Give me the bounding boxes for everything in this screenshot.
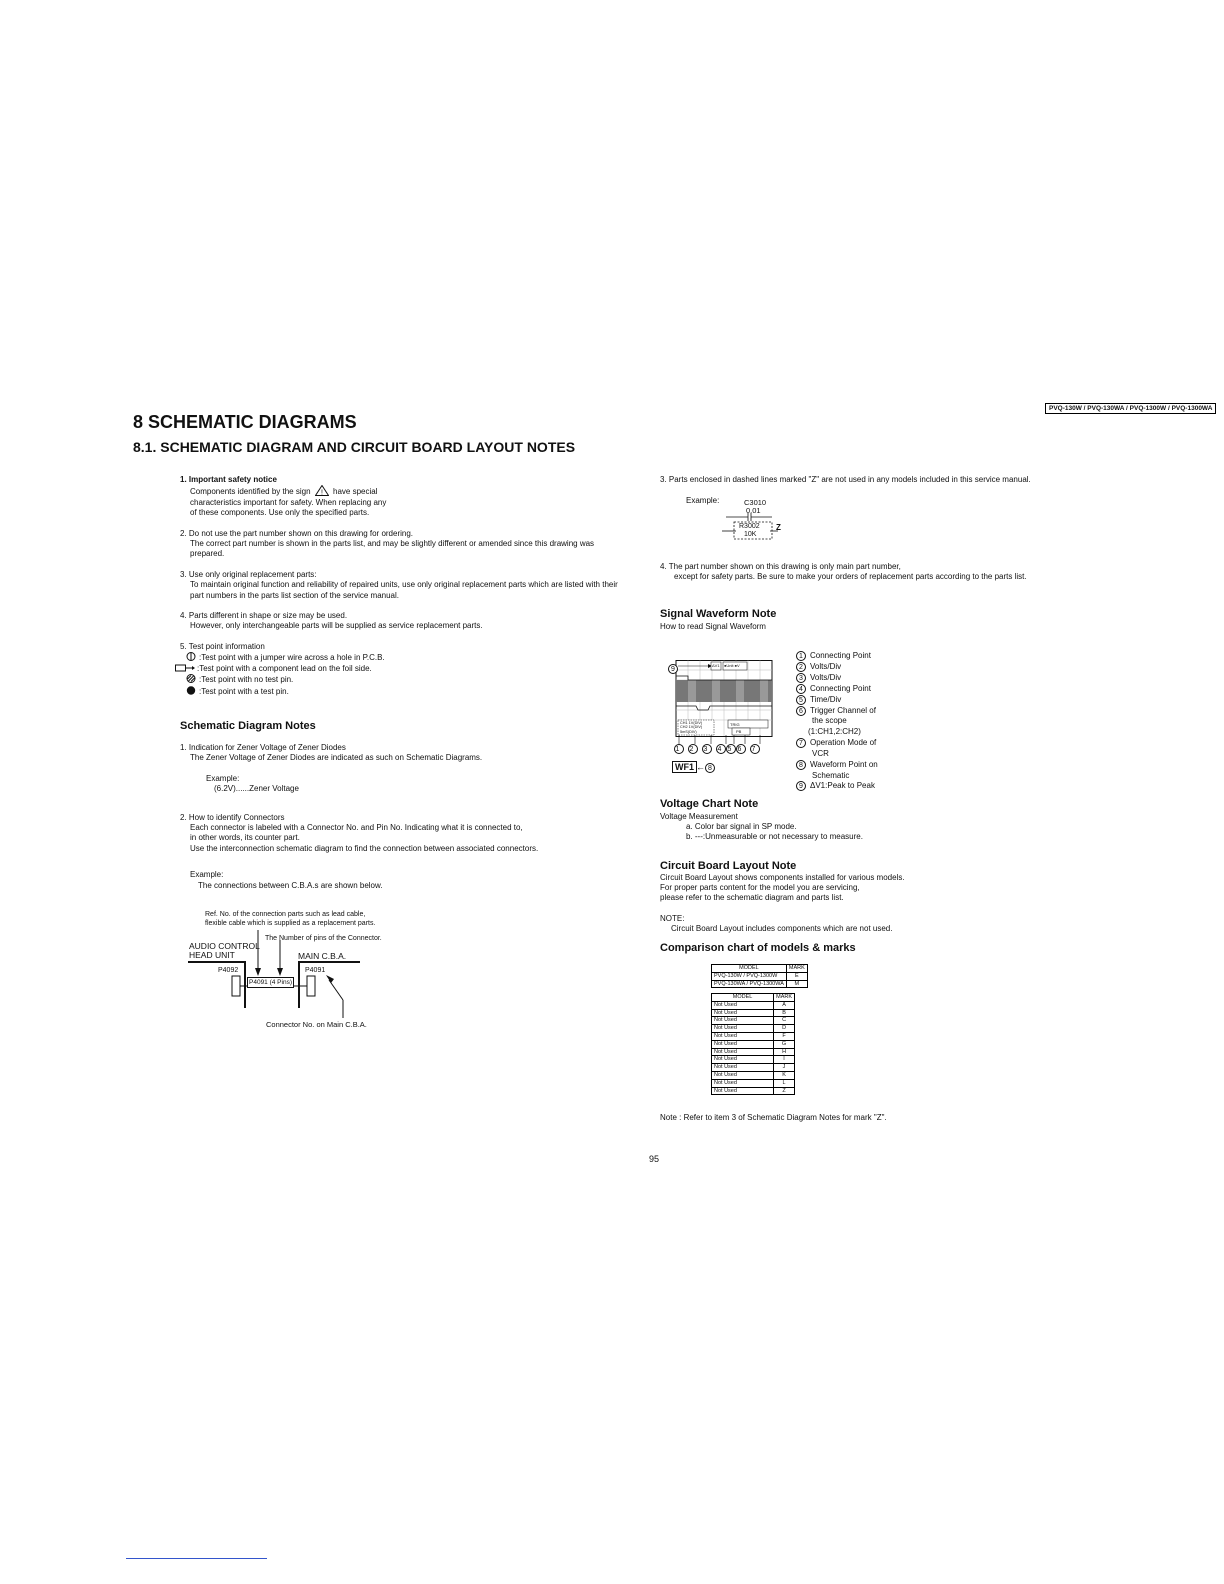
legend-text: Volts/Div [810,662,842,672]
wf-ch1-value: 1V(DIV) [688,721,703,725]
table-row [712,972,808,980]
circuit-board-line: please refer to the schematic diagram and parts list. [660,893,844,902]
circuit-board-heading: Circuit Board Layout Note [660,860,797,872]
table-header: MODEL [712,965,787,973]
mark-cell: M [786,980,807,988]
wf-ch2-value: 1V(DIV) [688,725,703,730]
model-cell: PVQ-130WA / PVQ-1300WA [712,980,787,988]
legend-text: VCR [812,748,829,758]
part-number-note-line: except for safety parts. Be sure to make your orders of replacement parts according to the parts list. [674,572,1027,581]
jumper-test-point-icon [186,652,196,661]
legend-item [796,651,878,662]
table-row [712,1064,795,1072]
legend-item [796,684,878,695]
test-point-row [180,652,618,663]
wf-dv-label: ΔV1 [712,663,720,668]
callout-9-icon: 9 [668,664,678,674]
connector-note-line: Use the interconnection schematic diagram to find the connection between associated connectors. [190,843,539,853]
connector-p4092-label: P4092 [218,967,239,974]
unused-mark-table [711,993,795,1095]
note-item-3: 3. Use only original replacement parts: [180,569,317,579]
connector-note-line: in other words, its counter part. [190,833,300,843]
main-cba-label: MAIN C.B.A. [298,951,347,961]
mark-cell: K [774,1071,795,1079]
waveform-scope-screen [668,660,786,776]
legend-item [796,781,878,792]
capacitor-value: 0.01 [746,506,761,515]
table-row [712,980,808,988]
mark-cell: G [774,1040,795,1048]
note-label: NOTE: [660,914,685,923]
safety-notice-line: of these components. Use only the specified parts. [190,508,370,518]
mark-cell: Z [774,1087,795,1095]
svg-text:!: ! [320,489,323,497]
resistor-value: 10K [744,531,757,538]
ref-no-label-1: Ref. No. of the connection parts such as lead cable, [205,911,366,918]
wf-callout-row [674,744,764,755]
connector-example-value: The connections between C.B.A.s are shown below. [198,880,383,890]
mark-cell: D [774,1025,795,1033]
cable-p4091-label: P4091 (4 Pins) [249,979,292,986]
table-header: MODEL [712,994,774,1002]
callout-1-icon: 1 [675,746,683,753]
legend-item [796,738,878,749]
safety-notice-text-b: have special [333,487,378,497]
model-cell: Not Used [712,1009,774,1017]
test-point-text: :Test point with a test pin. [199,686,289,696]
table-header: MARK [786,965,807,973]
note-text: Circuit Board Layout includes components which are not used. [671,924,893,933]
capacitor-ref: C3010 [744,498,767,507]
connector-diagram [188,908,418,1033]
legend-text: Operation Mode of [810,738,877,748]
legend-item-cont [796,716,878,727]
legend-text: Connecting Point [810,651,871,661]
zener-example-value: (6.2V)......Zener Voltage [214,784,299,794]
head-unit-label: HEAD UNIT [189,950,235,960]
circuit-board-line: Circuit Board Layout shows components installed for various models. [660,873,905,882]
mark-cell: E [786,972,807,980]
legend-item [796,673,878,684]
model-cell: Not Used [712,1064,774,1072]
warning-triangle-icon [315,485,329,496]
test-point-row [180,674,618,685]
note-item-4-line: However, only interchangeable parts will be supplied as service replacement parts. [190,621,483,631]
z-mark: Z [776,523,781,532]
test-point-row [175,664,618,674]
mark-cell: I [774,1056,795,1064]
callout-4-icon: 4 [717,746,725,753]
waveform-illustration [668,660,786,776]
table-row [712,1009,795,1017]
test-point-text: :Test point with no test pin. [199,675,294,685]
note-item-2-line: The correct part number is shown in the parts list, and may be slightly different or amended since this drawing was [190,539,595,549]
comparison-chart-heading: Comparison chart of models & marks [660,942,856,954]
legend-number-icon: 5 [796,695,806,705]
note-item-5: 5. Test point information [180,641,265,651]
model-cell: Not Used [712,1071,774,1079]
page-number: 95 [649,1154,660,1164]
callout-5-icon: 5 [727,746,735,753]
legend-item-cont [796,771,878,782]
no-pin-test-point-icon [186,674,196,683]
legend-number-icon: 3 [796,673,806,683]
callout-2-icon: 2 [689,746,697,753]
legend-number-icon: 1 [796,651,806,661]
legend-text: the scope [812,716,847,726]
wf-ch2: CH2 [680,725,688,730]
legend-text: Time/Div [810,694,842,704]
pin-count-label: The Number of pins of the Connector. [265,935,382,942]
mark-cell: B [774,1009,795,1017]
zener-example-label: Example: [206,773,240,783]
safety-notice-title: 1. Important safety notice [180,475,277,484]
mark-cell: F [774,1032,795,1040]
connector-example-label: Example: [190,870,224,880]
model-cell: Not Used [712,1048,774,1056]
table-row [712,1048,795,1056]
legend-item [796,662,878,673]
test-pin-icon [186,686,196,695]
wf-time: 5mS(DIV) [680,729,697,734]
wf-trigger: TRIG [730,722,740,727]
table-row [712,1087,795,1095]
signal-waveform-heading: Signal Waveform Note [660,608,777,620]
left-column [180,475,618,697]
table-row [712,1017,795,1025]
table-row [712,1071,795,1079]
dashed-z-note: 3. Parts enclosed in dashed lines marked "Z" are not used in any models included in this service manual. [660,475,1031,484]
legend-text: ΔV1:Peak to Peak [810,781,875,791]
audio-control-label: AUDIO CONTROL [189,941,260,951]
table-row [712,1040,795,1048]
table-row [712,1001,795,1009]
callout-3-icon: 3 [703,746,711,753]
model-cell: Not Used [712,1017,774,1025]
legend-number-icon: 8 [796,760,806,770]
resistor-ref: R3002 [739,523,760,530]
connector-note-title: 2. How to identify Connectors [180,812,285,822]
legend-text: Schematic [812,770,850,780]
note-item-3-line: part numbers in the parts list section of the service manual. [190,590,399,600]
wf-dv-value: ●Unit:●V [724,663,740,668]
model-cell: Not Used [712,1040,774,1048]
legend-text: Connecting Point [810,683,871,693]
model-cell: Not Used [712,1025,774,1033]
voltage-measurement-label: Voltage Measurement [660,812,738,821]
connector-p4091-label: P4091 [305,967,326,974]
model-cell: Not Used [712,1056,774,1064]
note-item-3-line: To maintain original function and reliability of repaired units, use only original replacement parts which are listed with their [190,580,618,590]
circuit-board-line: For proper parts content for the model you are servicing, [660,883,860,892]
schematic-notes-heading: Schematic Diagram Notes [180,720,316,732]
zener-note-line: The Zener Voltage of Zener Diodes are indicated as such on Schematic Diagrams. [190,753,483,763]
table-row [712,1056,795,1064]
safety-notice-line [180,485,618,497]
legend-number-icon: 4 [796,684,806,694]
legend-number-icon: 9 [796,781,806,791]
mark-cell: L [774,1079,795,1087]
note-item-2: 2. Do not use the part number shown on this drawing for ordering. [180,528,414,538]
wf1-arrow-callout: ← 8 [696,761,719,773]
note-item-2-line: prepared. [190,549,225,559]
model-list-box: PVQ-130W / PVQ-130WA / PVQ-1300W / PVQ-1300WA [1045,403,1216,414]
footer-rule [126,1558,267,1559]
table-header: MARK [774,994,795,1002]
voltage-note-b: b. ---:Unmeasurable or not necessary to measure. [686,832,863,841]
legend-number-icon: 2 [796,662,806,672]
connector-number-label: Connector No. on Main C.B.A. [266,1020,367,1029]
model-cell: PVQ-130W / PVQ-1300W [712,972,787,980]
model-cell: Not Used [712,1087,774,1095]
z-mark-footnote: Note : Refer to item 3 of Schematic Diagram Notes for mark "Z". [660,1113,887,1122]
model-cell: Not Used [712,1032,774,1040]
lead-test-point-icon [175,664,195,672]
legend-item [796,706,878,717]
ref-no-label-2: flexible cable which is supplied as a replacement parts. [205,920,376,927]
mark-cell: A [774,1001,795,1009]
legend-item [796,760,878,771]
chapter-title: 8 SCHEMATIC DIAGRAMS [133,412,357,432]
wf-channel-box [680,721,702,734]
test-point-text: :Test point with a jumper wire across a hole in P.C.B. [199,653,385,663]
mark-cell: C [774,1017,795,1025]
legend-item [796,695,878,706]
legend-item-cont [796,727,878,738]
test-point-row [180,686,618,697]
callout-7-icon: 7 [751,746,759,753]
zener-note-title: 1. Indication for Zener Voltage of Zener Diodes [180,743,346,752]
callout-8-icon: 8 [705,763,715,773]
wf-ch1: CH1 [680,721,688,725]
safety-notice-text-a: Components identified by the sign [190,487,311,497]
waveform-legend [796,651,878,792]
table-row [712,1032,795,1040]
connector-note-line: Each connector is labeled with a Connector No. and Pin No. Indicating what it is connected to, [190,823,523,833]
legend-number-icon: 6 [796,706,806,716]
z-example-label: Example: [686,496,720,505]
note-item-4: 4. Parts different in shape or size may be used. [180,611,348,621]
section-title: 8.1. SCHEMATIC DIAGRAM AND CIRCUIT BOARD LAYOUT NOTES [133,439,576,455]
mark-cell: H [774,1048,795,1056]
test-point-text: :Test point with a component lead on the foil side. [197,663,372,673]
model-cell: Not Used [712,1079,774,1087]
mark-cell: J [774,1064,795,1072]
wf1-marker: WF1 [672,761,697,773]
legend-text: Waveform Point on [810,759,878,769]
voltage-note-a: a. Color bar signal in SP mode. [686,822,797,831]
wf-mode: PB [736,729,742,734]
callout-6-icon: 6 [737,746,745,753]
schematic-notes [180,743,538,891]
model-mark-table [711,964,808,988]
legend-number-icon: 7 [796,738,806,748]
legend-item-cont [796,749,878,760]
z-example [686,494,826,546]
part-number-note: 4. The part number shown on this drawing is only main part number, [660,562,901,571]
signal-waveform-sub: How to read Signal Waveform [660,622,766,631]
table-row [712,1025,795,1033]
safety-notice-line: characteristics important for safety. When replacing any [190,497,387,507]
voltage-chart-heading: Voltage Chart Note [660,798,759,810]
model-cell: Not Used [712,1001,774,1009]
legend-text: (1:CH1,2:CH2) [808,727,861,737]
legend-text: Volts/Div [810,672,842,682]
legend-text: Trigger Channel of [810,705,876,715]
table-row [712,1079,795,1087]
